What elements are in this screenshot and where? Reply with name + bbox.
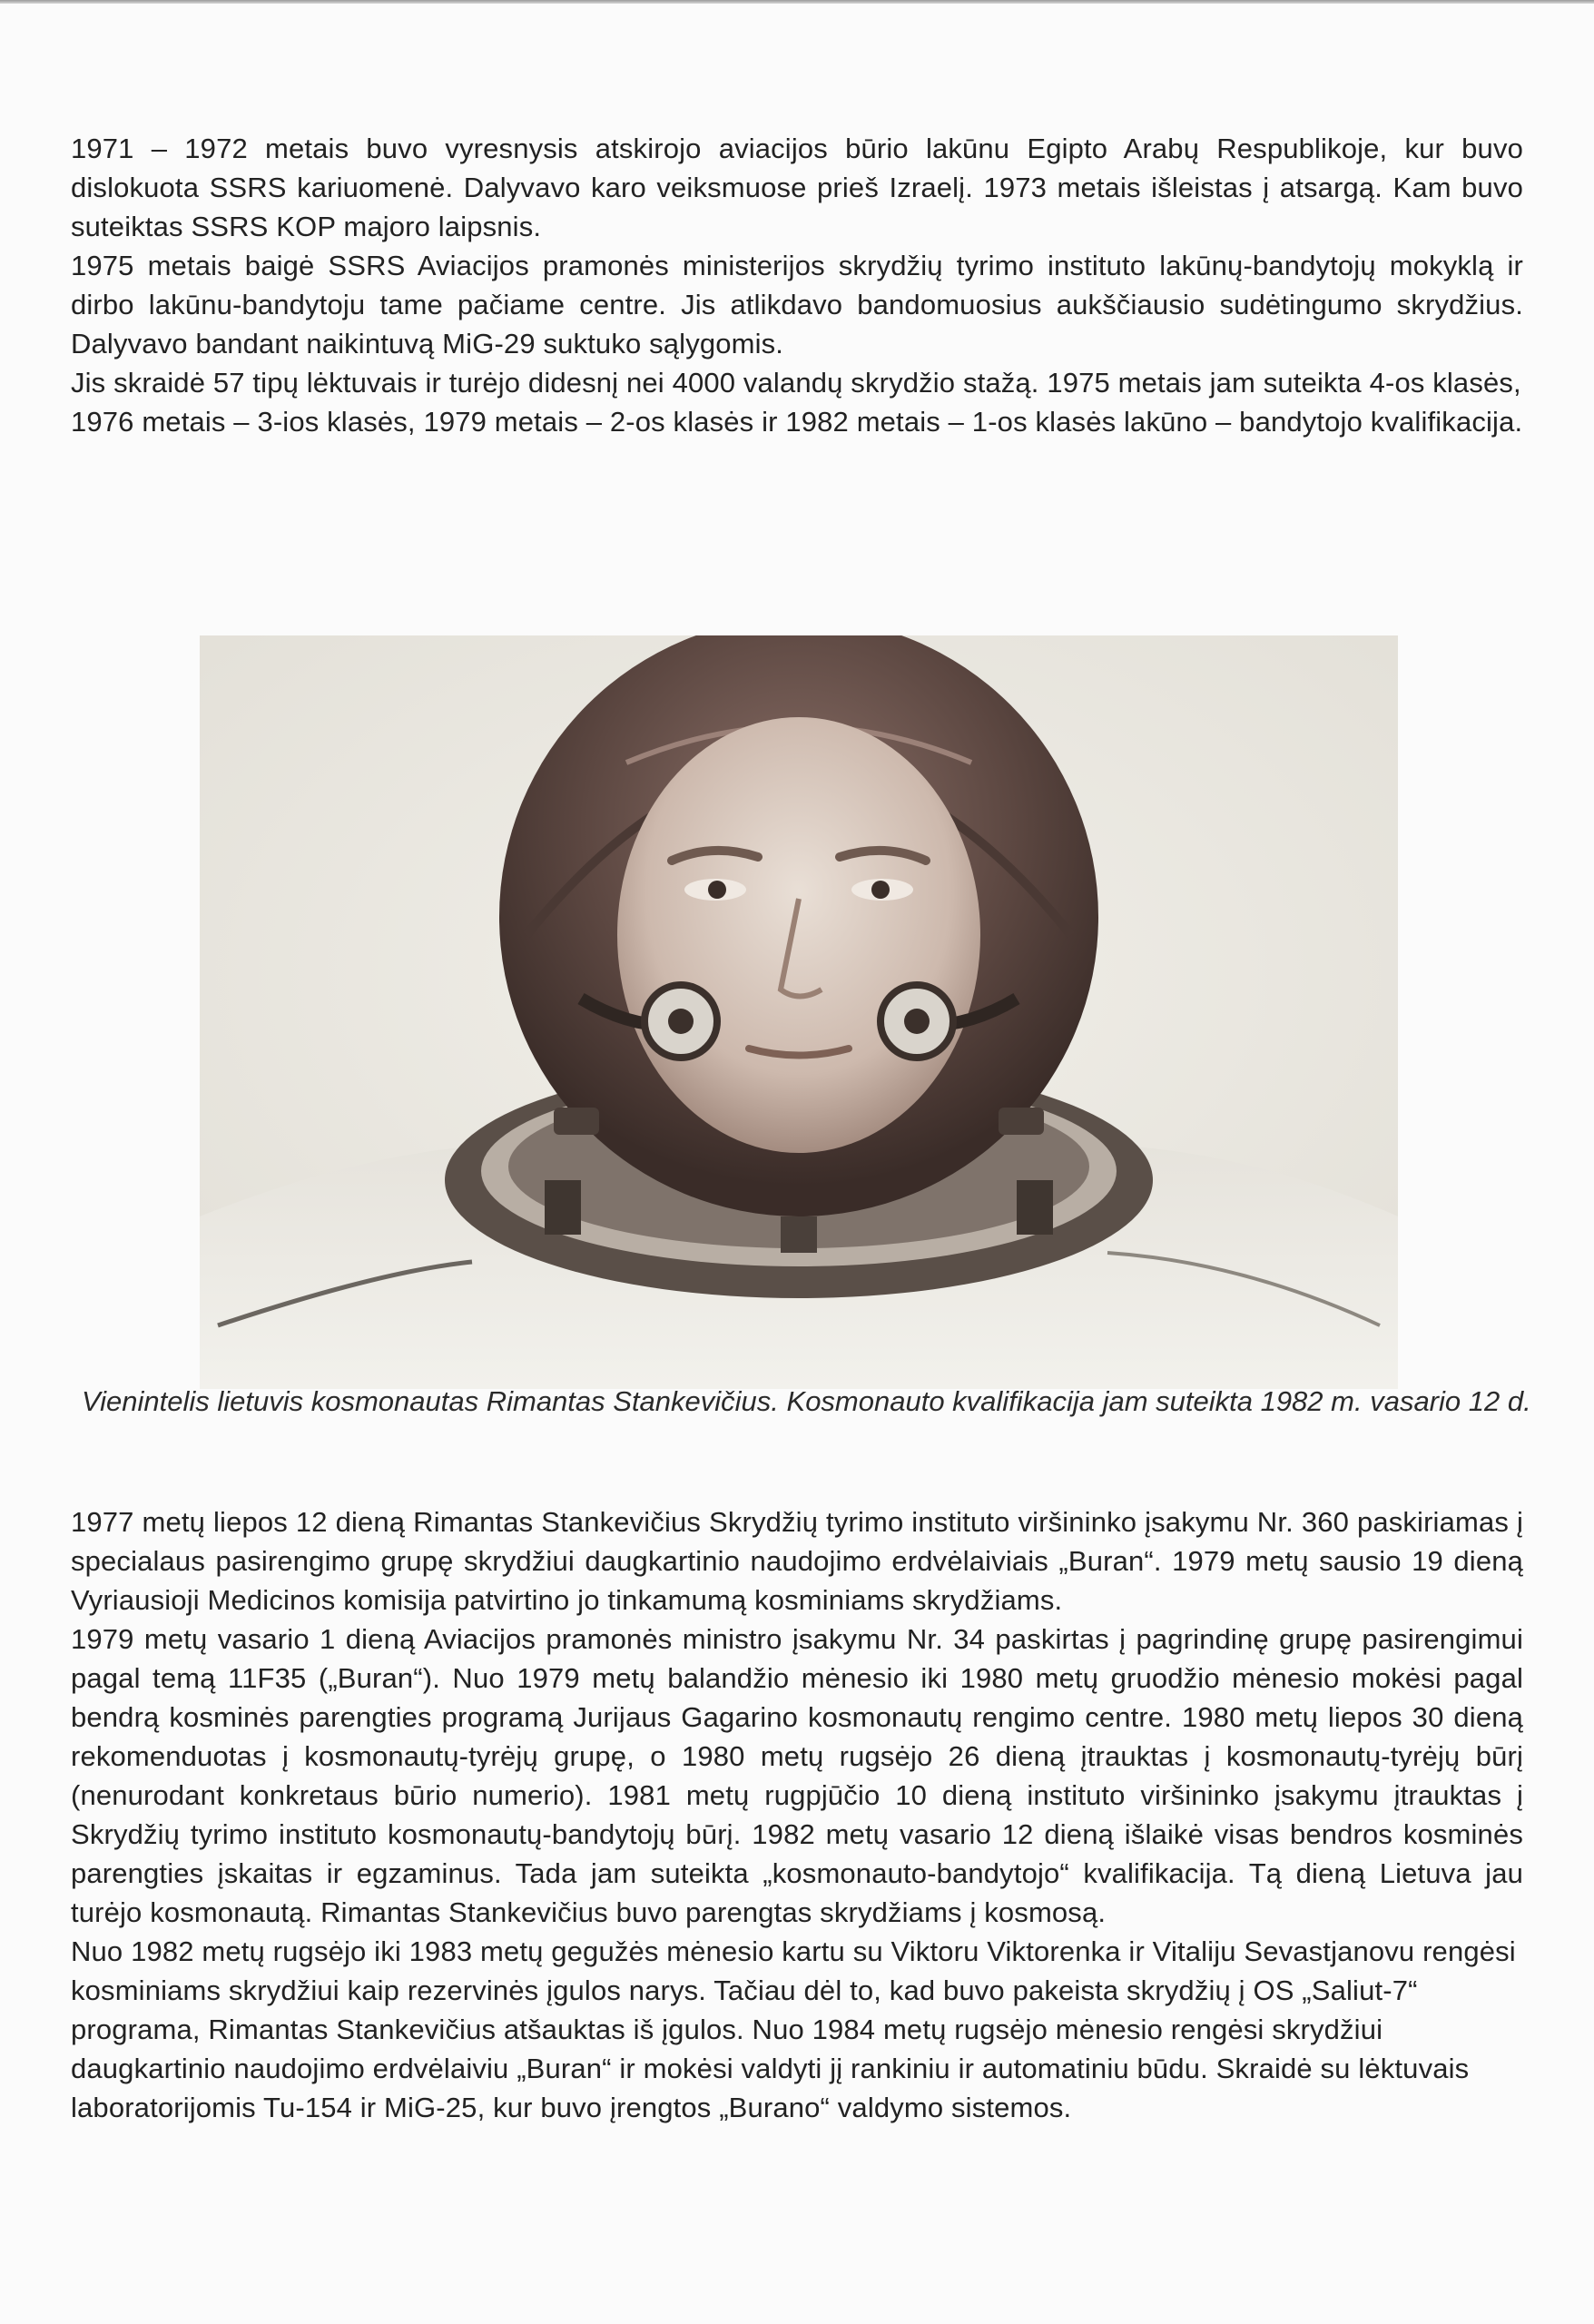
paragraph: Jis skraidė 57 tipų lėktuvais ir turėjo didesnį nei 4000 valandų skrydžio stažą. 1975 metais jam suteikta 4-os klasės, 1976 metais – 3-ios klasės, 1979 metais – 2-os klasės ir 1982 metais – 1-os klasės lakūno – bandytojo kvalifikacija. — [71, 367, 1523, 438]
biography-section-1 — [71, 129, 1523, 441]
biography-section-2 — [71, 1502, 1523, 2127]
photo-caption: Vienintelis lietuvis kosmonautas Rimantas Stankevičius. Kosmonauto kvalifikacija jam suteikta 1982 m. vasario 12 d. — [82, 1385, 1531, 1417]
paragraph: 1979 metų vasario 1 dieną Aviacijos pramonės ministro įsakymu Nr. 34 paskirtas į pagrindinę grupę pasirengimui pagal temą 11F35 („Buran“). Nuo 1979 metų balandžio mėnesio iki 1980 metų gruodžio mėnesio mokėsi pagal bendrą kosminės parengties programą Jurijaus Gagarino kosmonautų rengimo centre. 1980 metų liepos 30 dieną rekomenduotas į kosmonautų-tyrėjų grupę, o 1980 metų rugsėjo 26 dieną įtrauktas į kosmonautų-tyrėjų būrį (nenurodant konkretaus būrio numerio). 1981 metų rugpjūčio 10 dieną instituto viršininko įsakymu įtrauktas į Skrydžių tyrimo instituto kosmonautų-bandytojų būrį. 1982 metų vasario 12 dieną išlaikė visas bendros kosminės parengties įskaitas ir egzaminus. Tada jam suteikta „kosmonauto-bandytojo“ kvalifikacija. Tą dieną Lietuva jau turėjo kosmonautą. Rimantas Stankevičius buvo parengtas skrydžiams į kosmosą. — [71, 1623, 1523, 1928]
scan-top-edge — [0, 0, 1594, 4]
paragraph: 1977 metų liepos 12 dieną Rimantas Stankevičius Skrydžių tyrimo instituto viršininko įsakymu Nr. 360 paskiriamas į specialaus pasirengimo grupę skrydžiui daugkartinio naudojimo erdvėlaiviais „Buran“. 1979 metų sausio 19 dieną Vyriausioji Medicinos komisija patvirtino jo tinkamumą kosminiams skrydžiams. — [71, 1506, 1523, 1616]
paragraph: Nuo 1982 metų rugsėjo iki 1983 metų gegužės mėnesio kartu su Viktoru Viktorenka ir Vitaliju Sevastjanovu rengėsi kosminiams skrydžiui kaip rezervinės įgulos narys. Tačiau dėl to, kad buvo pakeista skrydžių į OS „Saliut-7“ programa, Rimantas Stankevičius atšauktas iš įgulos. Nuo 1984 metų rugsėjo mėnesio rengėsi skrydžiui daugkartinio naudojimo erdvėlaiviu „Buran“ ir mokėsi valdyti jį rankiniu ir automatiniu būdu. Skraidė su lėktuvais laboratorijomis Tu-154 ir MiG-25, kur buvo įrengtos „Burano“ valdymo sistemos. — [71, 1935, 1516, 2123]
paragraph: 1971 – 1972 metais buvo vyresnysis atskirojo aviacijos būrio lakūnu Egipto Arabų Respublikoje, kur buvo dislokuota SSRS kariuomenė. Dalyvavo karo veiksmuose prieš Izraelį. 1973 metais išleistas į atsargą. Kam buvo suteiktas SSRS KOP majoro laipsnis. — [71, 133, 1523, 242]
paragraph: 1975 metais baigė SSRS Aviacijos pramonės ministerijos skrydžių tyrimo instituto lakūnų-bandytojų mokyklą ir dirbo lakūnu-bandytoju tame pačiame centre. Jis atlikdavo bandomuosius aukščiausio sudėtingumo skrydžius. Dalyvavo bandant naikintuvą MiG-29 suktuko sąlygomis. — [71, 250, 1523, 359]
cosmonaut-portrait-photo — [200, 635, 1398, 1389]
